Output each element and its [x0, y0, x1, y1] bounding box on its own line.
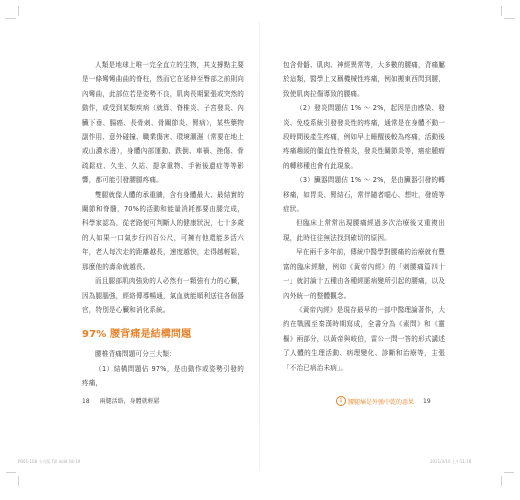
body-paragraph: （3）臟器問題佔 1% ～ 2%，是由臟器引發的轉移痛，如胃炎、腎結石，常伴隨者噁心、想吐，發燒等症狀。 [283, 176, 445, 214]
crop-mark [504, 18, 514, 19]
left-footer [82, 396, 160, 405]
printer-slug: 2021/3/10 上午11:18 [430, 459, 472, 464]
body-paragraph: 人類是地球上唯一完全直立的生物，其支撐點主要是一條彎彎曲曲的脊柱，然而它在延伸至臀部之前則向內彎曲，此部位若是姿勢不良，肌肉長期緊張或突然的動作，或受到某類疾病（就算、脊椎炎、子宮發炎、內臟下垂、腸癌、長骨刺、骨關節炎、腎病），某些藥物副作用、意外碰撞、職業傷害、環境潮濕（常要在地上或山濃水邊），身體內部運動、跌倒、車禍、挫傷、骨疏鬆症、久坐、久站、提拿重物、手術後遺症等等影響，都可能引發腰腿疼痛。 [82, 61, 244, 185]
crop-mark [6, 18, 16, 19]
running-title: 腰腿痛是外強中乾的惡果 [348, 398, 415, 406]
body-paragraph: 早在兩千多年前，傳統中醫學對腰痛的治療就有豐富的臨床經驗，例如《黃帝內經》的「刺腰痛篇四十一」就討論十五種由各種經脈病變所引起的腰痛，以及內外統一的整體觀念。 [283, 248, 445, 300]
page-number: 18 [82, 398, 90, 405]
body-paragraph: 而且腿部肌肉強勁的人必然有一顆強有力的心臟，因為腿腦強，經絡傳導暢通，氣血就能順利送往各個器官，特別是心臟和消化系統。 [82, 277, 244, 314]
page-gutter [259, 22, 260, 470]
body-paragraph: 雙腿就像人體的承重牆，含有身體最大、最結實的關節和脊髓，70%的活動和能量消耗都要由腿完成，科學家認為，從老路便可判斷人的健康狀況，七十多歲的人如果一口氣步行四百公尺，可擁有他還能多活六年，老人每次走的距離越長，速度越快，走得越輕鬆，那麼他的壽命就越長。 [82, 190, 244, 271]
body-paragraph: 包含骨骼、肌肉、神經異常等，大多數的腰痛，背痛屬於這類，醫學上又稱機械性疼痛，例如搬東西閃到腰，致使肌肉拉傷導致的腰痛。 [283, 61, 445, 98]
body-paragraph: 《黃帝內經》是現存最早的一部中醫理論著作，大約在戰國至秦漢時期寫成，全書分為《素問》和《靈樞》兩部分，以黃帝與岐伯，雷公一問一答的形式講述了人體的生理活動、病理變化、診斷和治療等，主張「不治已病治未病」。 [283, 305, 445, 372]
body-paragraph: 腰椎背痛問題可分三大類： [95, 350, 176, 359]
crop-mark [501, 476, 502, 486]
crop-mark [504, 472, 514, 473]
printer-slug: P001-108 今五版.Till.indd 18-19 [18, 459, 81, 464]
running-title: 兩腿活絡，身體就輕鬆 [99, 398, 160, 405]
section-heading: 97% 腰背痛是結構問題 [82, 329, 192, 341]
body-paragraph: 但臨床上常常出現腰痛經過多次治療後又重複出現，此時往往無法找到確切的原因。 [283, 219, 445, 242]
crop-mark [501, 6, 502, 16]
body-paragraph: （2）發炎問題佔 1% ～ 2%，起因是由感染、發炎、免疫系統引發發炎性的疼痛，通常是在身體不動一段時間後產生疼痛，例如早上睡醒後較為疼痛，活動後疼痛趨緩的僵直性脊椎炎，發炎性關節炎等，癌症腫瘤的轉移種也會有此現象。 [283, 104, 445, 170]
crop-mark [6, 472, 16, 473]
page-number: 19 [423, 397, 431, 405]
right-footer [336, 396, 431, 406]
body-paragraph: （1）結構問題佔 97%，是由動作或姿勢引發的疼痛， [82, 364, 244, 388]
crop-mark [18, 476, 19, 486]
crop-mark [18, 6, 19, 16]
chapter-number-icon: 1 [336, 396, 346, 406]
left-page [82, 58, 244, 478]
right-page [283, 58, 445, 478]
